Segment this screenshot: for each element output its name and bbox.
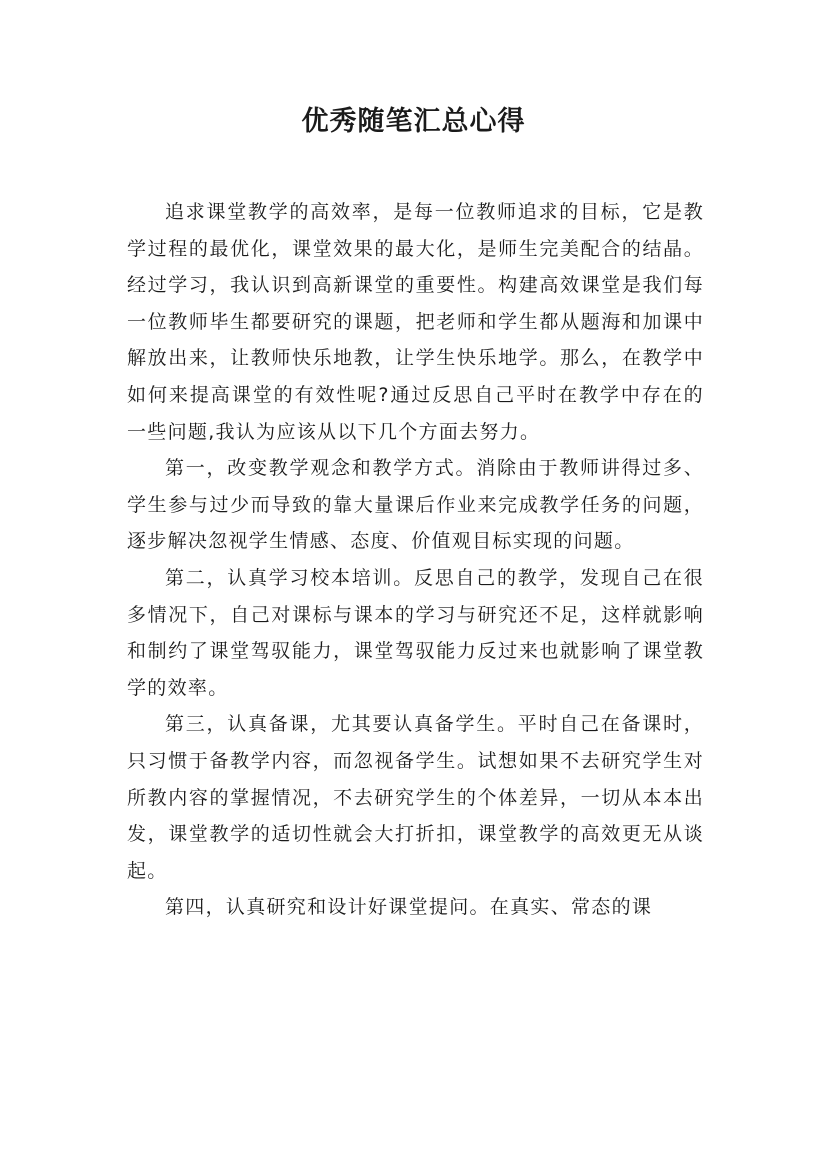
paragraph-third-point: 第三，认真备课，尤其要认真备学生。平时自己在备课时，只习惯于备教学内容，而忽视备学生。试想如果不去研究学生对所教内容的掌握情况，不去研究学生的个体差异，一切从本本出发，课堂教学的适切性就会大打折扣，课堂教学的高效更无从谈起。: [127, 713, 704, 882]
paragraph-first-point: 第一，改变教学观念和教学方式。消除由于教师讲得过多、学生参与过少而导致的靠大量课后作业来完成教学任务的问题，逐步解决忽视学生情感、态度、价值观目标实现的问题。: [127, 457, 704, 553]
paragraph-second-point: 第二，认真学习校本培训。反思自己的教学，发现自己在很多情况下，自己对课标与课本的学习与研究还不足，这样就影响和制约了课堂驾驭能力，课堂驾驭能力反过来也就影响了课堂教学的效率。: [127, 566, 704, 699]
document-title: 优秀随笔汇总心得: [301, 106, 526, 137]
paragraph-fourth-point: 第四，认真研究和设计好课堂提问。在真实、常态的课: [165, 896, 653, 919]
document-body: [127, 194, 704, 926]
paragraph-intro: 追求课堂教学的高效率，是每一位教师追求的目标，它是教学过程的最优化，课堂效果的最大化，是师生完美配合的结晶。经过学习，我认识到高新课堂的重要性。构建高效课堂是我们每一位教师毕生都要研究的课题，把老师和学生都从题海和加课中解放出来，让教师快乐地教，让学生快乐地学。那么，在教学中如何来提高课堂的有效性呢?通过反思自己平时在教学中存在的一些问题,我认为应该从以下几个方面去努力。: [127, 201, 704, 443]
